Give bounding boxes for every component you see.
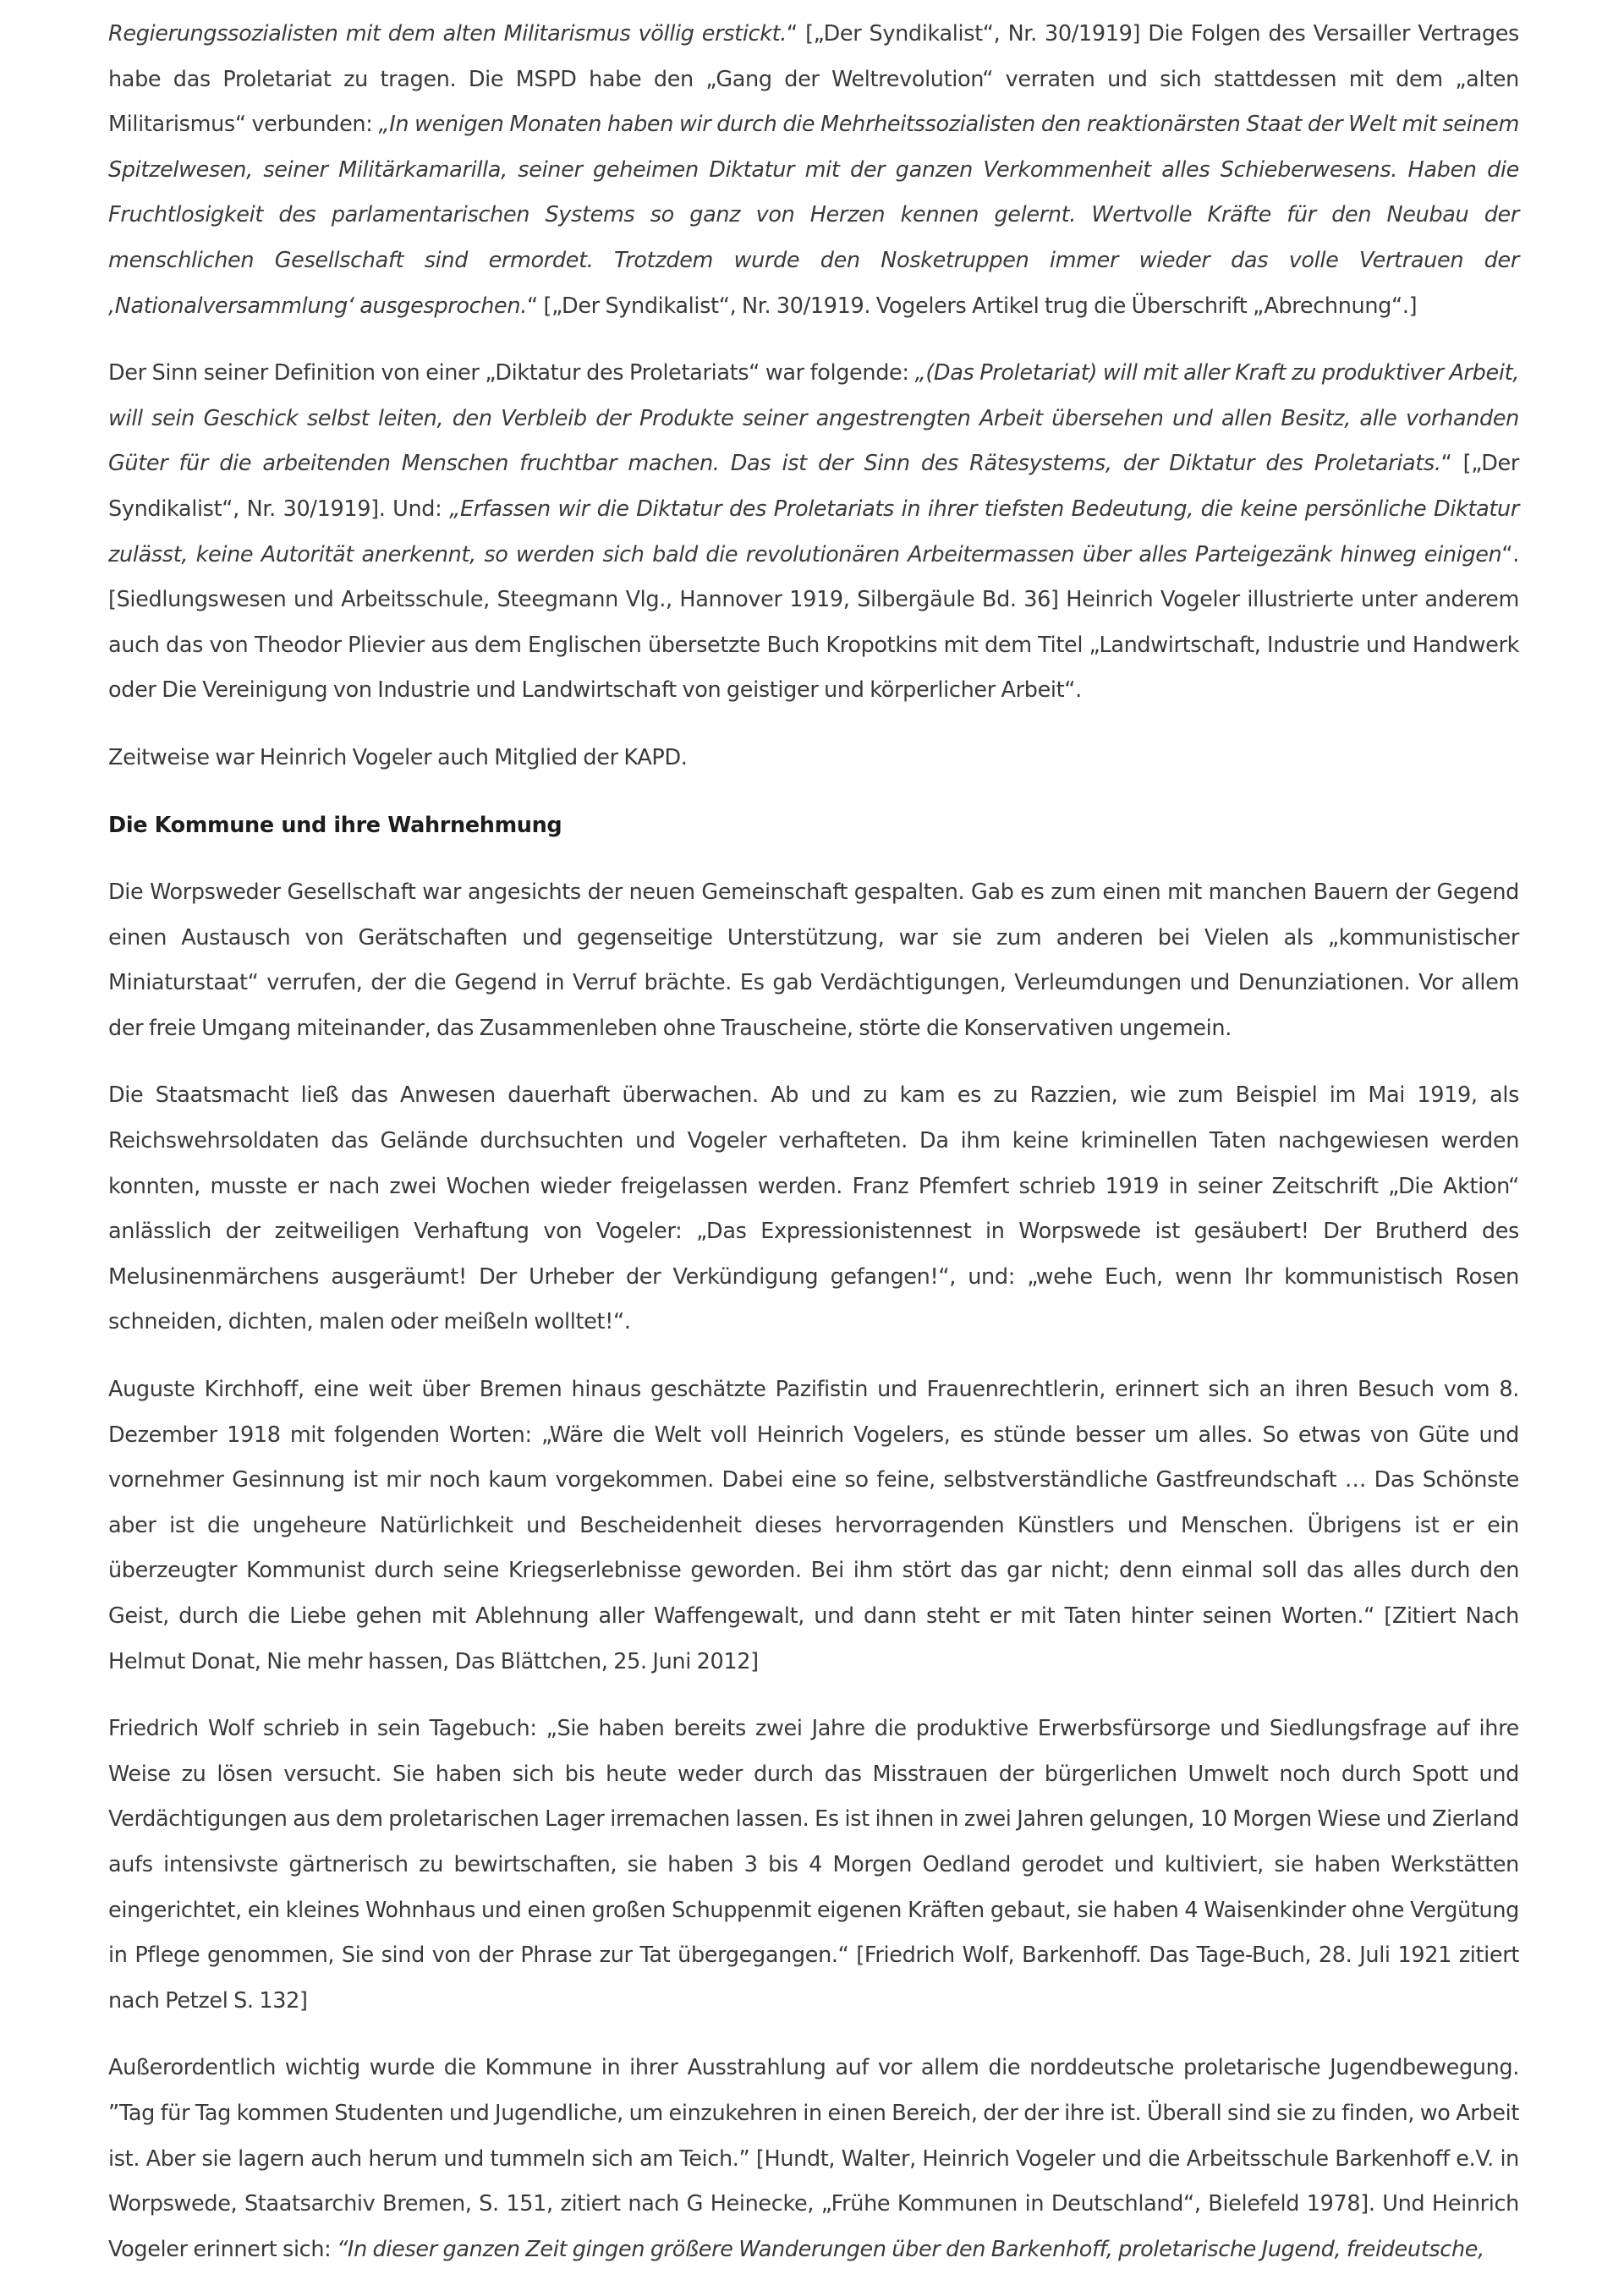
quote-proletariat-arbeit: „(Das Proletariat) will mit aller Kraft zu produktiver Arbeit, will sein Geschick selbst leiten, den Verbleib der Produkte seiner angestrengten Arbeit übersehen und allen Besitz, alle vorhanden Güter für die arbeitenden Menschen fruchtbar machen. Das ist der Sinn des Rätesystems, der Diktatur des Proletariats. — [108, 360, 1519, 477]
paragraph-worpsweder-gesellschaft: Die Worpsweder Gesellschaft war angesichts der neuen Gemeinschaft gespalten. Gab es zum einen mit manchen Bauern der Gegend einen Austausch von Gerätschaften und gegenseitige Unterstützung, war sie zum anderen bei Vielen als „kommunistischer Miniaturstaat“ verrufen, der die Gegend in Verruf brächte. Es gab Verdächtigungen, Verleumdungen und Denunziationen. Vor allem der freie Umgang miteinander, das Zusammenleben ohne Trauscheine, störte die Konservativen ungemein. — [108, 879, 1519, 1041]
section-heading: Die Kommune und ihre Wahrnehmung — [108, 812, 562, 838]
quote-mehrheitssozialisten: „In wenigen Monaten haben wir durch die Mehrheitssozialisten den reaktionärsten Staat der Welt mit seinem Spitzelwesen, seiner Militärkamarilla, seiner geheimen Diktatur mit der ganzen Verkommenheit alles Schieberwesens. Haben die Fruchtlosigkeit des parlamentarischen Systems so ganz von Herzen kennen gelernt. Wertvolle Kräfte für den Neubau der menschlichen Gesellschaft sind ermordet. Trotzdem wurde den Nosketruppen immer wieder das volle Vertrauen der ‚Nationalversammlung‘ ausgesprochen. — [108, 112, 1519, 319]
paragraph-jugendbewegung — [108, 2046, 1519, 2272]
paragraph-friedrich-wolf: Friedrich Wolf schrieb in sein Tagebuch: „Sie haben bereits zwei Jahre die produktive Erwerbsfürsorge und Siedlungsfrage auf ihre Weise zu lösen versucht. Sie haben sich bis heute weder durch das Misstrauen der bürgerlichen Umwelt noch durch Spott und Verdächtigungen aus dem proletarischen Lager irremachen lassen. Es ist ihnen in zwei Jahren gelungen, 10 Morgen Wiese und Zierland aufs intensivste gärtnerisch zu bewirtschaften, sie haben 3 bis 4 Morgen Oedland gerodet und kultiviert, sie haben Werkstätten eingerichtet, ein kleines Wohnhaus und einen großen Schuppenmit eigenen Kräften gebaut, sie haben 4 Waisenkinder ohne Vergütung in Pflege genommen, Sie sind von der Phrase zur Tat übergegangen.“ [Friedrich Wolf, Barkenhoff. Das Tage-Buch, 28. Juli 1921 zitiert nach Petzel S. 132] — [108, 1716, 1519, 2014]
text-versailles: “ [„Der Syndikalist“, Nr. 30/1919] Die Folgen des Versailler Vertrages habe das Proletariat zu tragen. Die MSPD habe den „Gang der Weltrevolution“ verraten und sich stattdessen mit dem „alten Militarismus“ verbunden: — [108, 21, 1519, 138]
paragraph-syndikalist-abrechnung — [108, 12, 1519, 329]
paragraph-diktatur-definition — [108, 351, 1519, 714]
text-definition-intro: Der Sinn seiner Definition von einer „Diktatur des Proletariats“ war folgende: — [108, 360, 915, 386]
paragraph-staatsmacht: Die Staatsmacht ließ das Anwesen dauerhaft überwachen. Ab und zu kam es zu Razzien, wie zum Beispiel im Mai 1919, als Reichswehrsoldaten das Gelände durchsuchten und Vogeler verhafteten. Da ihm keine kriminellen Taten nachgewiesen werden konnten, musste er nach zwei Wochen wieder freigelassen werden. Franz Pfemfert schrieb 1919 in seiner Zeitschrift „Die Aktion“ anlässlich der zeitweiligen Verhaftung von Vogeler: „Das Expressionistennest in Worpswede ist gesäubert! Der Brutherd des Melusinenmärchens ausgeräumt! Der Urheber der Verkündigung gefangen!“, und: „wehe Euch, wenn Ihr kommunistisch Rosen schneiden, dichten, malen oder meißeln wolltet!“. — [108, 1082, 1519, 1335]
paragraph-kapd: Zeitweise war Heinrich Vogeler auch Mitglied der KAPD. — [108, 744, 688, 770]
quote-vogeler-wanderungen: “In dieser ganzen Zeit gingen größere Wanderungen über den Barkenhoff, proletarische Jugend, freideutsche, — [337, 2236, 1484, 2262]
quote-diktatur-bedeutung: „Erfassen wir die Diktatur des Proletariats in ihrer tiefsten Bedeutung, die keine persönliche Diktatur zulässt, keine Autorität anerkennt, so werden sich bald die revolutionären Arbeitermassen über alles Parteigezänk hinweg einigen — [108, 496, 1519, 567]
text-jugendbewegung: Außerordentlich wichtig wurde die Kommune in ihrer Ausstrahlung auf vor allem die norddeutsche proletarische Jugendbewegung. ”Tag für Tag kommen Studenten und Jugendliche, um einzukehren in einen Bereich, der der ihre ist. Überall sind sie zu finden, wo Arbeit ist. Aber sie lagern auch herum und tummeln sich am Teich.” [Hundt, Walter, Heinrich Vogeler und die Arbeitsschule Barkenhoff e.V. in Worpswede, Staatsarchiv Bremen, S. 151, zitiert nach G Heinecke, „Frühe Kommunen in Deutschland“, Bielefeld 1978]. Und Heinrich Vogeler erinnert sich: — [108, 2055, 1519, 2262]
citation-abrechnung: “ [„Der Syndikalist“, Nr. 30/1919. Vogelers Artikel trug die Überschrift „Abrechnung“.] — [526, 293, 1418, 319]
citation-syndikalist: “ [„Der Syndikalist“, Nr. 30/1919]. Und: — [108, 451, 1519, 522]
quote-militarismus: Regierungssozialisten mit dem alten Militarismus völlig erstickt. — [108, 21, 787, 47]
paragraph-kirchhoff: Auguste Kirchhoff, eine weit über Bremen hinaus geschätzte Pazifistin und Frauenrechtlerin, erinnert sich an ihren Besuch vom 8. Dezember 1918 mit folgenden Worten: „Wäre die Welt voll Heinrich Vogelers, es stünde besser um alles. So etwas von Güte und vornehmer Gesinnung ist mir noch kaum vorgekommen. Dabei eine so feine, selbstverständliche Gastfreundschaft … Das Schönste aber ist die ungeheure Natürlichkeit und Bescheidenheit dieses hervorragenden Künstlers und Menschen. Übrigens ist er ein überzeugter Kommunist durch seine Kriegserlebnisse geworden. Bei ihm stört das gar nicht; denn einmal soll das alles durch den Geist, durch die Liebe gehen mit Ablehnung aller Waffengewalt, und dann steht er mit Taten hinter seinen Worten.“ [Zitiert Nach Helmut Donat, Nie mehr hassen, Das Blättchen, 25. Juni 2012] — [108, 1377, 1519, 1674]
text-siedlungswesen-kropotkin: “. [Siedlungswesen und Arbeitsschule, Steegmann Vlg., Hannover 1919, Silbergäule Bd. 36] Heinrich Vogeler illustrierte unter anderem auch das von Theodor Plievier aus dem Englischen übersetzte Buch Kropotkins mit dem Titel „Landwirtschaft, Industrie und Handwerk oder Die Vereinigung von Industrie und Landwirtschaft von geistiger und körperlicher Arbeit“. — [108, 541, 1519, 704]
